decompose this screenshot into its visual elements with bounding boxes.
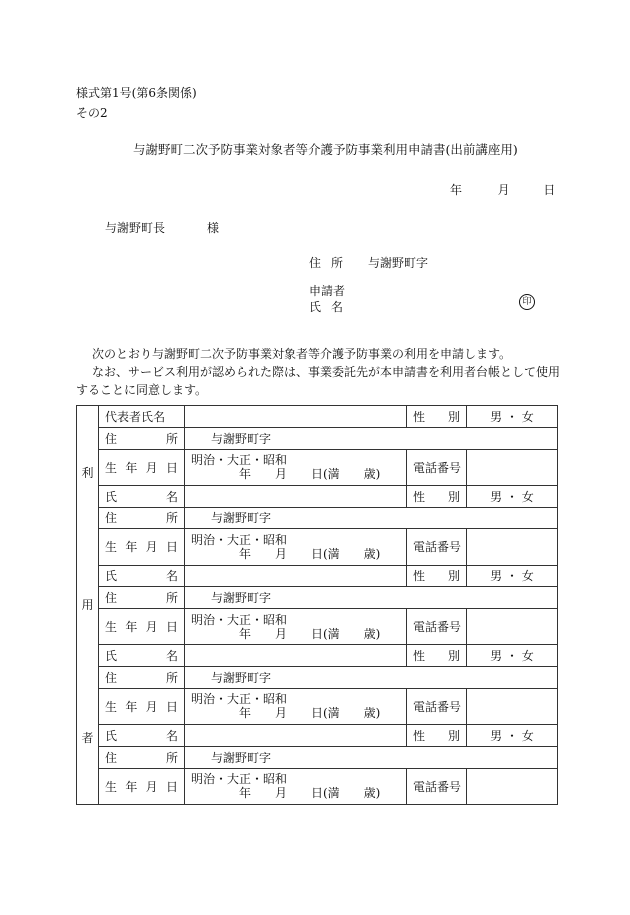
phone-field[interactable] <box>467 768 558 804</box>
birth-field[interactable]: 明治・大正・昭和 年 月 日(満 歳) <box>185 688 407 724</box>
address-label: 住 所 <box>99 746 185 768</box>
phone-label: 電 話 番 号 <box>407 768 467 804</box>
address-field[interactable]: 与謝野町字 <box>185 507 558 529</box>
name-label: 氏 名 <box>99 725 185 747</box>
applicant-address-value: 与謝野町字 <box>368 256 429 270</box>
table-row <box>77 529 558 565</box>
table-row <box>77 565 558 587</box>
table-row <box>77 449 558 485</box>
body-line-1: 次のとおり与謝野町二次予防事業対象者等介護予防事業の利用を申請します。 <box>92 347 512 361</box>
phone-label: 電 話 番 号 <box>407 529 467 565</box>
table-row <box>77 768 558 804</box>
phone-field[interactable] <box>467 529 558 565</box>
table-row <box>77 688 558 724</box>
sex-label: 性 別 <box>407 485 467 507</box>
addressee: 与謝野町長 <box>105 221 166 235</box>
table-row <box>77 645 558 667</box>
phone-field[interactable] <box>467 609 558 645</box>
date-line <box>450 181 555 198</box>
applicant-label: 申請者 <box>309 284 346 298</box>
address-label: 住 所 <box>99 507 185 529</box>
phone-label: 電 話 番 号 <box>407 449 467 485</box>
address-field[interactable]: 与謝野町字 <box>185 427 558 449</box>
name-field[interactable] <box>185 485 407 507</box>
sex-label: 性 別 <box>407 725 467 747</box>
birth-field[interactable]: 明治・大正・昭和 年 月 日(満 歳) <box>185 609 407 645</box>
sex-label: 性 別 <box>407 645 467 667</box>
document-title: 与謝野町二次予防事業対象者等介護予防事業利用申請書(出前講座用) <box>133 142 518 157</box>
birth-field[interactable]: 明治・大正・昭和 年 月 日(満 歳) <box>185 449 407 485</box>
birth-label: 生 年 月 日 <box>99 529 185 565</box>
table-row <box>77 587 558 609</box>
birth-label: 生 年 月 日 <box>99 609 185 645</box>
sex-value[interactable]: 男 ・ 女 <box>467 725 558 747</box>
birth-label: 生 年 月 日 <box>99 688 185 724</box>
date-year: 年 <box>450 183 463 197</box>
address-field[interactable]: 与謝野町字 <box>185 746 558 768</box>
table-row <box>77 427 558 449</box>
table-row <box>77 406 558 428</box>
form-number: 様式第1号(第6条関係) <box>76 86 197 100</box>
name-field[interactable] <box>185 645 407 667</box>
address-label: 住 所 <box>99 667 185 689</box>
phone-field[interactable] <box>467 688 558 724</box>
sex-value[interactable]: 男 ・ 女 <box>467 645 558 667</box>
side-char: 用 <box>81 598 94 613</box>
body-line-2: なお、サービス利用が認められた際は、事業委託先が本申請書を利用者台帳として使用 <box>92 365 561 379</box>
table-row <box>77 507 558 529</box>
sex-value[interactable]: 男 ・ 女 <box>467 406 558 428</box>
body-line-3: することに同意します。 <box>76 383 208 397</box>
name-field[interactable] <box>185 406 407 428</box>
name-field[interactable] <box>185 725 407 747</box>
sex-label: 性 別 <box>407 406 467 428</box>
side-label <box>77 406 99 805</box>
birth-label: 生 年 月 日 <box>99 768 185 804</box>
sex-value[interactable]: 男 ・ 女 <box>467 485 558 507</box>
seal-mark: 印 <box>519 294 535 310</box>
honorific: 様 <box>207 221 220 235</box>
phone-label: 電 話 番 号 <box>407 609 467 645</box>
date-day: 日 <box>543 183 556 197</box>
applicant-name-label: 氏名 <box>309 300 354 314</box>
phone-label: 電 話 番 号 <box>407 688 467 724</box>
phone-field[interactable] <box>467 449 558 485</box>
table-row <box>77 609 558 645</box>
name-label: 氏 名 <box>99 485 185 507</box>
date-month: 月 <box>497 183 510 197</box>
side-char: 利 <box>81 465 94 480</box>
rep-name-label: 代 表 者 氏 名 <box>99 406 185 428</box>
address-field[interactable]: 与謝野町字 <box>185 667 558 689</box>
name-field[interactable] <box>185 565 407 587</box>
form-sub: その2 <box>76 106 108 120</box>
table-row <box>77 485 558 507</box>
birth-field[interactable]: 明治・大正・昭和 年 月 日(満 歳) <box>185 768 407 804</box>
side-char: 者 <box>81 731 94 746</box>
table-row <box>77 746 558 768</box>
address-field[interactable]: 与謝野町字 <box>185 587 558 609</box>
table-row <box>77 725 558 747</box>
birth-label: 生 年 月 日 <box>99 449 185 485</box>
name-label: 氏 名 <box>99 565 185 587</box>
address-label: 住 所 <box>99 427 185 449</box>
table-row <box>77 667 558 689</box>
applicant-address-label: 住所 <box>309 256 354 270</box>
sex-value[interactable]: 男 ・ 女 <box>467 565 558 587</box>
sex-label: 性 別 <box>407 565 467 587</box>
user-table <box>76 405 558 805</box>
birth-field[interactable]: 明治・大正・昭和 年 月 日(満 歳) <box>185 529 407 565</box>
name-label: 氏 名 <box>99 645 185 667</box>
address-label: 住 所 <box>99 587 185 609</box>
